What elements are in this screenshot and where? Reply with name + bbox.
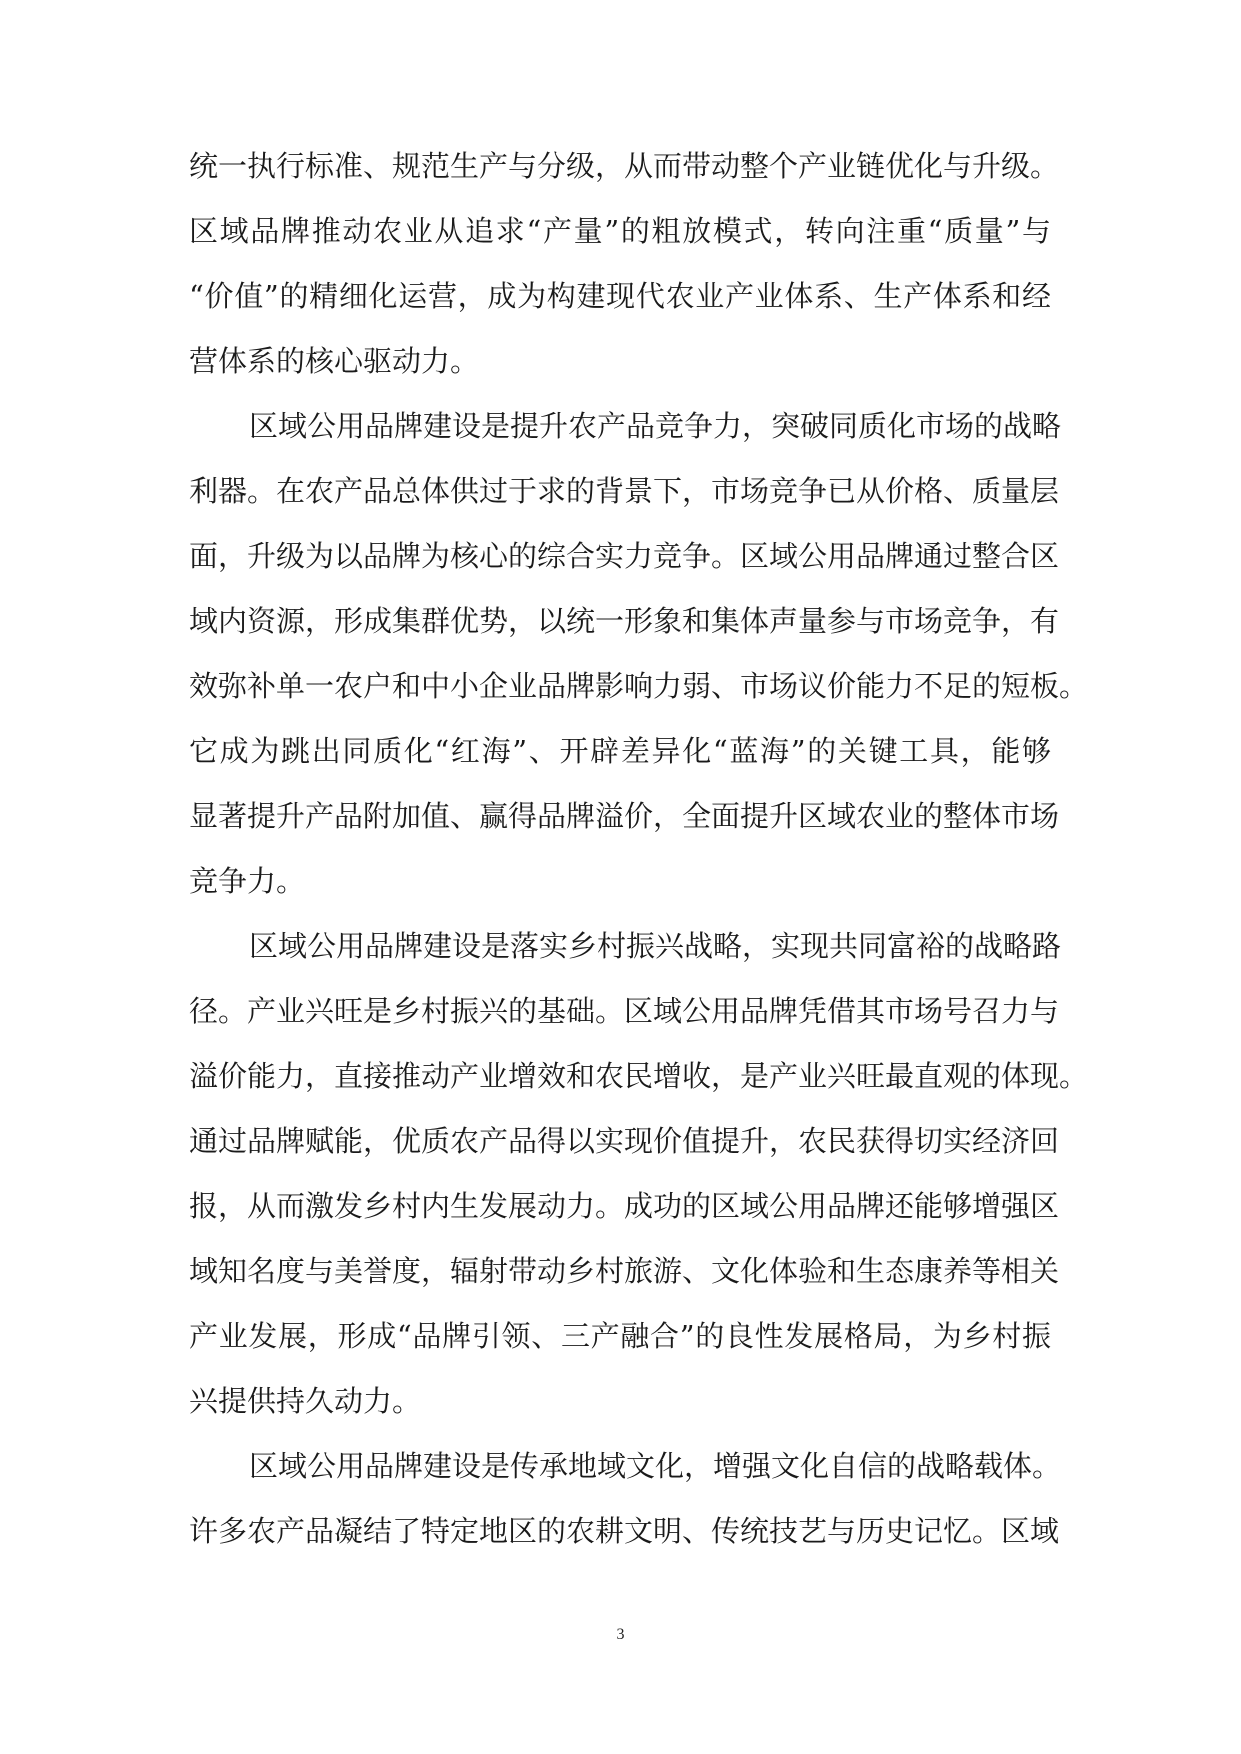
paragraph-first-line: 区域公用品牌建设是传承地域文化，增强文化自信的战略载体。 <box>249 1449 1062 1483</box>
text-line: 统一执行标准、规范生产与分级，从而带动整个产业链优化与升级。 <box>189 149 1060 183</box>
text-line: 区域品牌推动农业从追求“产量”的粗放模式，转向注重“质量”与 <box>189 214 1051 248</box>
text-line: 竞争力。 <box>189 864 306 898</box>
text-line: 利器。在农产品总体供过于求的背景下，市场竞争已从价格、质量层 <box>189 474 1060 508</box>
text-line: 产业发展，形成“品牌引领、三产融合”的良性发展格局，为乡村振 <box>189 1319 1051 1353</box>
text-line: 报，从而激发乡村内生发展动力。成功的区域公用品牌还能够增强区 <box>189 1189 1060 1223</box>
text-line: 域内资源，形成集群优势，以统一形象和集体声量参与市场竞争，有 <box>189 604 1060 638</box>
text-line: 兴提供持久动力。 <box>189 1384 422 1418</box>
text-line: 许多农产品凝结了特定地区的农耕文明、传统技艺与历史记忆。区域 <box>189 1514 1060 1548</box>
text-line: 效弥补单一农户和中小企业品牌影响力弱、市场议价能力不足的短板。 <box>189 669 1089 703</box>
paragraph-first-line: 区域公用品牌建设是落实乡村振兴战略，实现共同富裕的战略路 <box>249 929 1062 963</box>
text-line: 通过品牌赋能，优质农产品得以实现价值提升，农民获得切实经济回 <box>189 1124 1060 1158</box>
text-line: “价值”的精细化运营，成为构建现代农业产业体系、生产体系和经 <box>189 279 1051 313</box>
text-line: 溢价能力，直接推动产业增效和农民增收，是产业兴旺最直观的体现。 <box>189 1059 1089 1093</box>
text-line: 营体系的核心驱动力。 <box>189 344 480 378</box>
text-line: 域知名度与美誉度，辐射带动乡村旅游、文化体验和生态康养等相关 <box>189 1254 1060 1288</box>
text-line: 径。产业兴旺是乡村振兴的基础。区域公用品牌凭借其市场号召力与 <box>189 994 1060 1028</box>
page-number: 3 <box>616 1626 625 1643</box>
text-line: 面，升级为以品牌为核心的综合实力竞争。区域公用品牌通过整合区 <box>189 539 1060 573</box>
text-line: 它成为跳出同质化“红海”、开辟差异化“蓝海”的关键工具，能够 <box>189 734 1051 768</box>
text-line: 显著提升产品附加值、赢得品牌溢价，全面提升区域农业的整体市场 <box>189 799 1060 833</box>
paragraph-first-line: 区域公用品牌建设是提升农产品竞争力，突破同质化市场的战略 <box>249 409 1062 443</box>
